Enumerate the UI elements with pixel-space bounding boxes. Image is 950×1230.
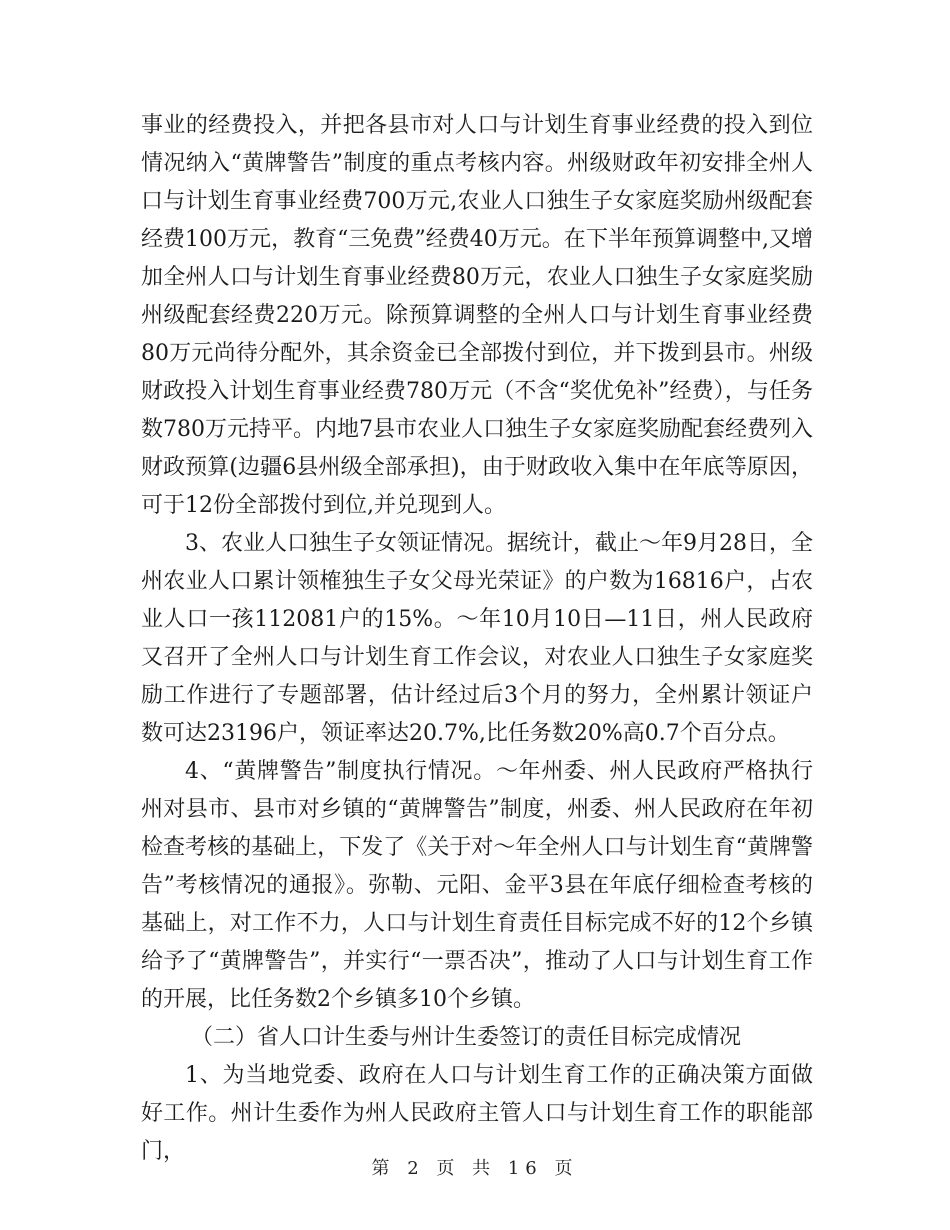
section-heading-2: （二）省人口计生委与州计生委签订的责任目标完成情况	[191, 1025, 742, 1050]
document-body	[141, 107, 813, 1171]
paragraph-5-decision-support: 1、为当地党委、政府在人口与计划生育工作的正确决策方面做好工作。州计生委作为州人民政府主管人口与计划生育工作的职能部门，	[141, 1063, 813, 1164]
paragraph-4-yellow-card-system: 4、“黄牌警告”制度执行情况。～年州委、州人民政府严格执行州对县市、县市对乡镇的“黄牌警告”制度，州委、州人民政府在年初检查考核的基础上，下发了《关于对～年全州人口与计划生育“黄牌警告”考核情况的通报》。弥勒、元阳、金平3县在年底仔细检查考核的基础上，对工作不力，人口与计划生育责任目标完成不好的12个乡镇给予了“黄牌警告”，并实行“一票否决”，推动了人口与计划生育工作的开展，比任务数2个乡镇多10个乡镇。	[141, 759, 813, 1012]
page-footer: 第 2 页 共 16 页	[371, 1158, 579, 1179]
paragraph-continued: 事业的经费投入，并把各县市对人口与计划生育事业经费的投入到位情况纳入“黄牌警告”制度的重点考核内容。州级财政年初安排全州人口与计划生育事业经费700万元,农业人口独生子女家庭奖励州级配套经费100万元，教育“三免费”经费40万元。在下半年预算调整中,又增加全州人口与计划生育事业经费80万元，农业人口独生子女家庭奖励州级配套经费220万元。除预算调整的全州人口与计划生育事业经费80万元尚待分配外，其余资金已全部拨付到位，并下拨到县市。州级财政投入计划生育事业经费780万元（不含“奖优免补”经费），与任务数780万元持平。内地7县市农业人口独生子女家庭奖励配套经费列入财政预算(边疆6县州级全部承担)，由于财政收入集中在年底等原因，可于12份全部拨付到位,并兑现到人。	[141, 113, 813, 518]
paragraph-3-certificate-status: 3、农业人口独生子女领证情况。据统计，截止～年9月28日，全州农业人口累计领榷独生子女父母光荣证》的户数为16816户，占农业人口一孩112081户的15%。～年10月10日—11日，州人民政府又召开了全州人口与计划生育工作会议，对农业人口独生子女家庭奖励工作进行了专题部署，估计经过后3个月的努力，全州累计领证户数可达23196户，领证率达20.7%,比任务数20%高0.7个百分点。	[141, 531, 813, 746]
